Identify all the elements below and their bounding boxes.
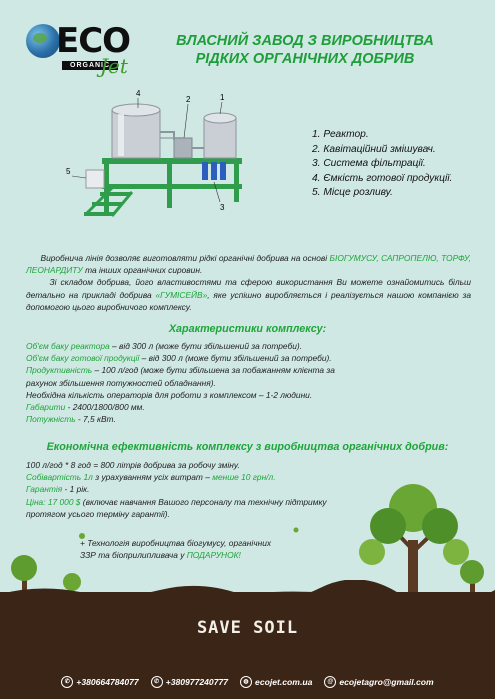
footer-phone-2[interactable] — [151, 676, 228, 688]
spec-operators: Необхідна кількість операторів для роботи з комплексом – 1-2 людини. — [26, 389, 313, 400]
leader-line-2 — [184, 104, 188, 138]
intro-text-2: Зі складом добрива, його властивостями та сферою використання Ви можете ознайомитись більш детально на прикладі добрива — [26, 277, 471, 300]
econ-warranty-value: - 1 рік. — [62, 484, 90, 495]
economics-heading: Економічна ефективність комплексу з виробництва органічних добрив: — [46, 441, 449, 453]
phone-icon: ✆ — [151, 676, 163, 688]
frame-leg-right — [234, 158, 239, 202]
spec-productivity-label: Продуктивність — [26, 365, 93, 376]
large-tank-shine — [118, 114, 124, 156]
legend-item: 2. Кавітаційний змішувач. — [312, 143, 436, 155]
component-legend — [312, 128, 452, 201]
filter-2 — [211, 162, 217, 180]
specs-list — [26, 340, 346, 425]
spec-power-value: - 7,5 кВт. — [75, 414, 116, 425]
save-soil-slogan: SAVE SOIL — [196, 618, 299, 638]
production-line-illustration — [62, 88, 252, 230]
legend-item: 1. Реактор. — [312, 129, 369, 140]
floating-leaf-2 — [294, 528, 299, 533]
intro-product-name: «ГУМІСЕЙВ» — [155, 289, 208, 300]
econ-output: 100 л/год * 8 год = 800 літрів добрива за робочу зміну. — [26, 460, 240, 470]
legend-item: 4. Ємкість готової продукції. — [312, 172, 453, 184]
phone-icon: ✆ — [61, 676, 73, 688]
spec-product-tank-label: Об'єм баку готової продукції — [26, 353, 140, 364]
logo-eco-text: ECO — [56, 21, 131, 61]
email-icon: @ — [324, 676, 336, 688]
title-line-2: РІДКИХ ОРГАНІЧНИХ ДОБРИВ — [195, 51, 415, 67]
label-number-4: 4 — [136, 89, 141, 98]
gift-highlight: ПОДАРУНОК! — [186, 550, 241, 560]
filter-3 — [220, 162, 226, 180]
reactor-tank — [204, 118, 236, 158]
title-line-1: ВЛАСНИЙ ЗАВОД З ВИРОБНИЦТВА — [176, 33, 434, 49]
footer-email[interactable] — [324, 676, 433, 688]
filter-1 — [202, 162, 208, 180]
logo-jet-text: Jet — [100, 54, 128, 78]
spec-dimensions-value: - 2400/1800/800 мм. — [65, 402, 145, 413]
right-tree-crown-left — [370, 508, 406, 544]
spec-power-label: Потужність — [26, 414, 76, 425]
right-tree-crown-lowleft — [359, 539, 385, 565]
footer-phone-1-text: +380664784077 — [76, 676, 139, 687]
label-number-1: 1 — [220, 93, 225, 102]
label-number-3: 3 — [220, 203, 225, 212]
left-tree-crown — [11, 555, 37, 581]
spec-product-tank-value: – від 300 л (може бути збільшений за потреби). — [139, 353, 332, 364]
cavitation-mixer — [174, 138, 192, 158]
legend-item: 3. Система фільтрації. — [312, 158, 426, 169]
intro-text-2-end: , яке успішно виробляється і реалізується нашою компанією за допомогою цього виробничого комплексу. — [26, 289, 471, 312]
contact-footer — [0, 664, 495, 699]
econ-price-label: Ціна: 17 000 $ — [26, 496, 81, 507]
intro-text-1-end: та інших органічних сировин. — [82, 265, 203, 276]
frame-leg-mid — [167, 158, 172, 208]
footer-phone-1[interactable] — [61, 676, 138, 688]
leader-line-5 — [72, 176, 86, 178]
ecojet-logo — [26, 20, 136, 82]
right-tree-crown-lowright — [443, 539, 469, 565]
legend-item: 5. Місце розливу. — [312, 187, 393, 198]
globe-icon — [26, 24, 60, 58]
intro-paragraph — [26, 252, 471, 313]
spec-reactor-volume-value: – від 300 л (може бути збільшений за потреби). — [109, 341, 303, 351]
specs-heading: Характеристики комплексу: — [168, 323, 327, 335]
econ-cost-mid: з урахуванням усіх витрат – — [92, 472, 213, 483]
footer-phone-2-text: +380977240777 — [165, 676, 229, 687]
logo-organic-badge: ORGANIC — [62, 61, 118, 70]
intro-text-1: Виробнича лінія дозволяє виготовляти рідкі органічні добрива на основі — [40, 253, 330, 263]
reactor-tank-top — [204, 113, 236, 123]
footer-email-text: ecojetagro@gmail.com — [339, 676, 434, 687]
econ-price-value: (включає навчання Вашого персоналу та технічну підтримку протягом усього терміну гарантії). — [26, 496, 327, 519]
econ-cost-value: менше 10 грн/л. — [212, 472, 276, 483]
spec-dimensions-label: Габарити — [26, 402, 66, 413]
spec-productivity-value: – 100 л/год (може бути збільшена за побажанням клієнта за рахунок збільшення потужностей обладнання). — [26, 365, 335, 388]
gift-text: + Технологія виробництва біогумусу, органічних ЗЗР та біоприлипливача у — [80, 538, 272, 560]
econ-cost-label: Собівартість 1л — [26, 472, 93, 483]
pipe-1 — [160, 132, 174, 140]
label-number-2: 2 — [186, 95, 191, 104]
spec-reactor-volume-label: Об'єм баку реактора — [26, 341, 110, 351]
page-title — [150, 32, 460, 68]
label-number-5: 5 — [66, 167, 71, 176]
footer-website-text: ecojet.com.ua — [255, 676, 313, 687]
bottling-station — [86, 170, 104, 188]
leader-line-1 — [220, 102, 222, 114]
econ-warranty-label: Гарантія — [26, 484, 63, 495]
right-tree-crown-right — [422, 508, 458, 544]
intro-raw-materials: БІОГУМУСУ, САПРОПЕЛЮ, ТОРФУ, ЛЕОНАРДИТУ — [26, 253, 471, 276]
globe-icon: ◍ — [240, 676, 252, 688]
gift-offer — [80, 537, 280, 561]
footer-website[interactable] — [240, 676, 312, 688]
